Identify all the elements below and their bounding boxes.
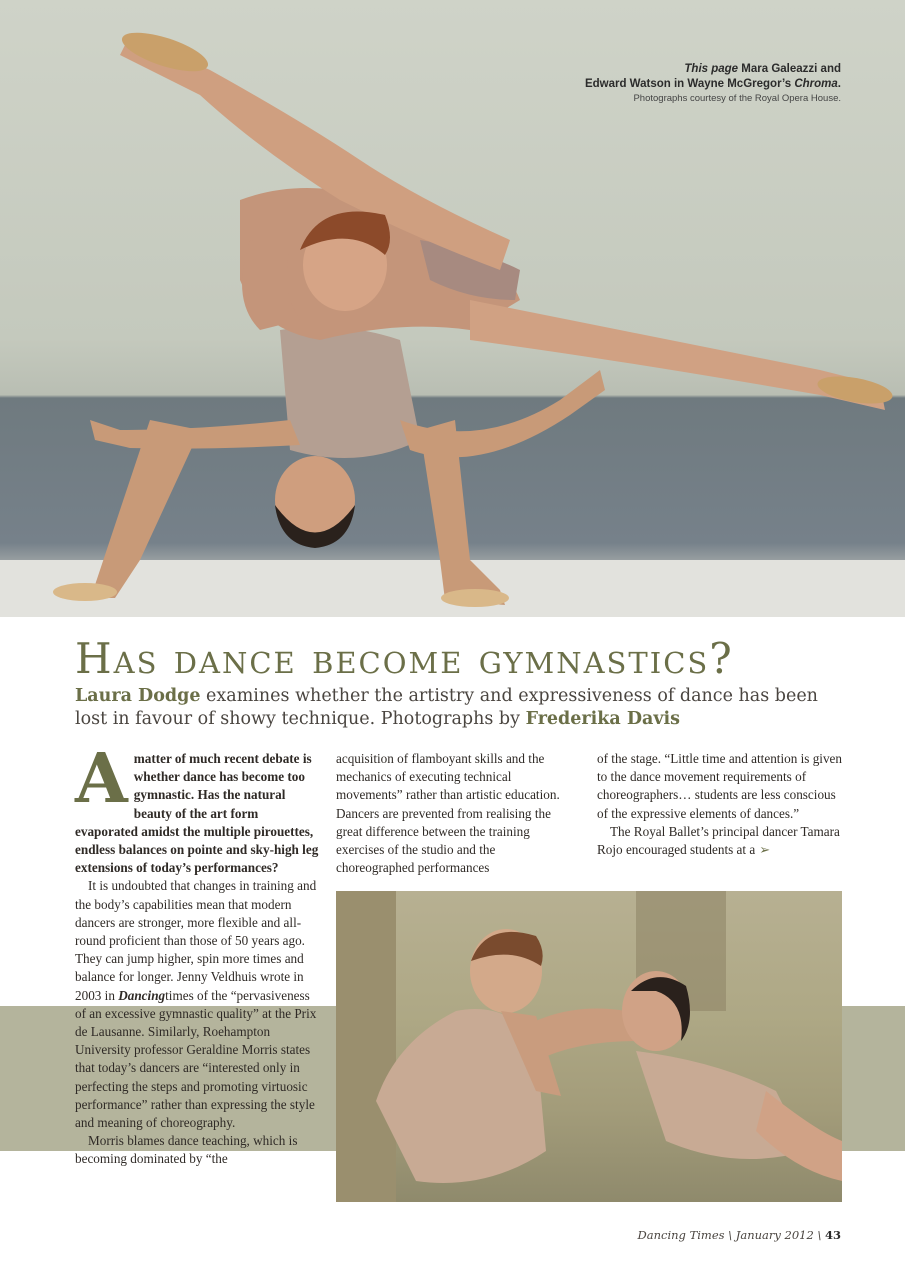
column-3-paragraph-1: of the stage. “Little time and attention is given to the dance movement requirements of choreographers… students are less conscious of the expressive elements of dances.” bbox=[597, 751, 842, 821]
author-name: Laura Dodge bbox=[75, 686, 201, 706]
paragraph-1a: It is undoubted that changes in training and the body’s capabilities mean that modern dancers are stronger, more flexible and all-round proficient than those of 50 years ago. They can jump higher, spin more times and balance for longer. Jenny Veldhuis wrote in 2003 in bbox=[75, 878, 317, 1003]
article-column-3 bbox=[597, 750, 842, 859]
column-3-paragraph-2: The Royal Ballet’s principal dancer Tamara Rojo encouraged students at a bbox=[597, 823, 840, 858]
caption-work-title: Chroma bbox=[794, 78, 838, 90]
caption-line2: Edward Watson in Wayne McGregor’s bbox=[584, 78, 795, 90]
article-column-2 bbox=[336, 750, 571, 877]
column-2-text: acquisition of flamboyant skills and the mechanics of executing technical movements” rather than artistic education. Dancers are prevented from realising the great difference between the training exercises of the studio and the choreographed performances bbox=[336, 751, 560, 876]
caption-line1: Mara Galeazzi and bbox=[738, 63, 841, 75]
paragraph-1b: times of the “pervasiveness of an excessive gymnastic quality” at the Prix de Lausanne. Similarly, Roehampton University professor Geraldine Morris states that today’s dancers are “interested only in perfecting the steps and promoting virtuosic performance” rather than expressing the style and meaning of choreography. bbox=[75, 987, 317, 1131]
article-headline: Has dance become gymnastics? bbox=[75, 634, 734, 683]
photo-credit: Photographs courtesy of the Royal Opera House. bbox=[633, 93, 841, 104]
article-standfirst bbox=[75, 685, 835, 731]
footer-magazine: Dancing Times bbox=[637, 1228, 725, 1242]
dancers-duet-illustration bbox=[336, 891, 842, 1202]
standfirst-text: examines whether the artistry and expressiveness of dance has been lost in favour of showy technique. Photographs by bbox=[75, 686, 818, 729]
magazine-ref: Dancing bbox=[118, 987, 166, 1003]
article-lead: matter of much recent debate is whether dance has become too gymnastic. Has the natural beauty of the art form evaporated amidst the multiple pirouettes, endless balances on pointe and sky-high leg extensions of today’s performances? bbox=[75, 751, 319, 876]
arrow-right-icon: ➢ bbox=[759, 842, 771, 858]
inset-photo bbox=[336, 891, 842, 1202]
photographer-name: Frederika Davis bbox=[525, 709, 681, 729]
caption-line2-end: . bbox=[837, 78, 841, 90]
photo-caption bbox=[585, 62, 841, 106]
page-number: 43 bbox=[824, 1228, 841, 1242]
page-footer bbox=[638, 1228, 841, 1242]
caption-page-ref: This page bbox=[684, 63, 739, 75]
drop-cap: A bbox=[75, 739, 128, 819]
hero-photo bbox=[0, 0, 905, 617]
paragraph-2: Morris blames dance teaching, which is becoming dominated by “the bbox=[75, 1133, 298, 1167]
article-column-1 bbox=[75, 739, 323, 1169]
footer-issue: \ January 2012 \ bbox=[724, 1228, 825, 1242]
